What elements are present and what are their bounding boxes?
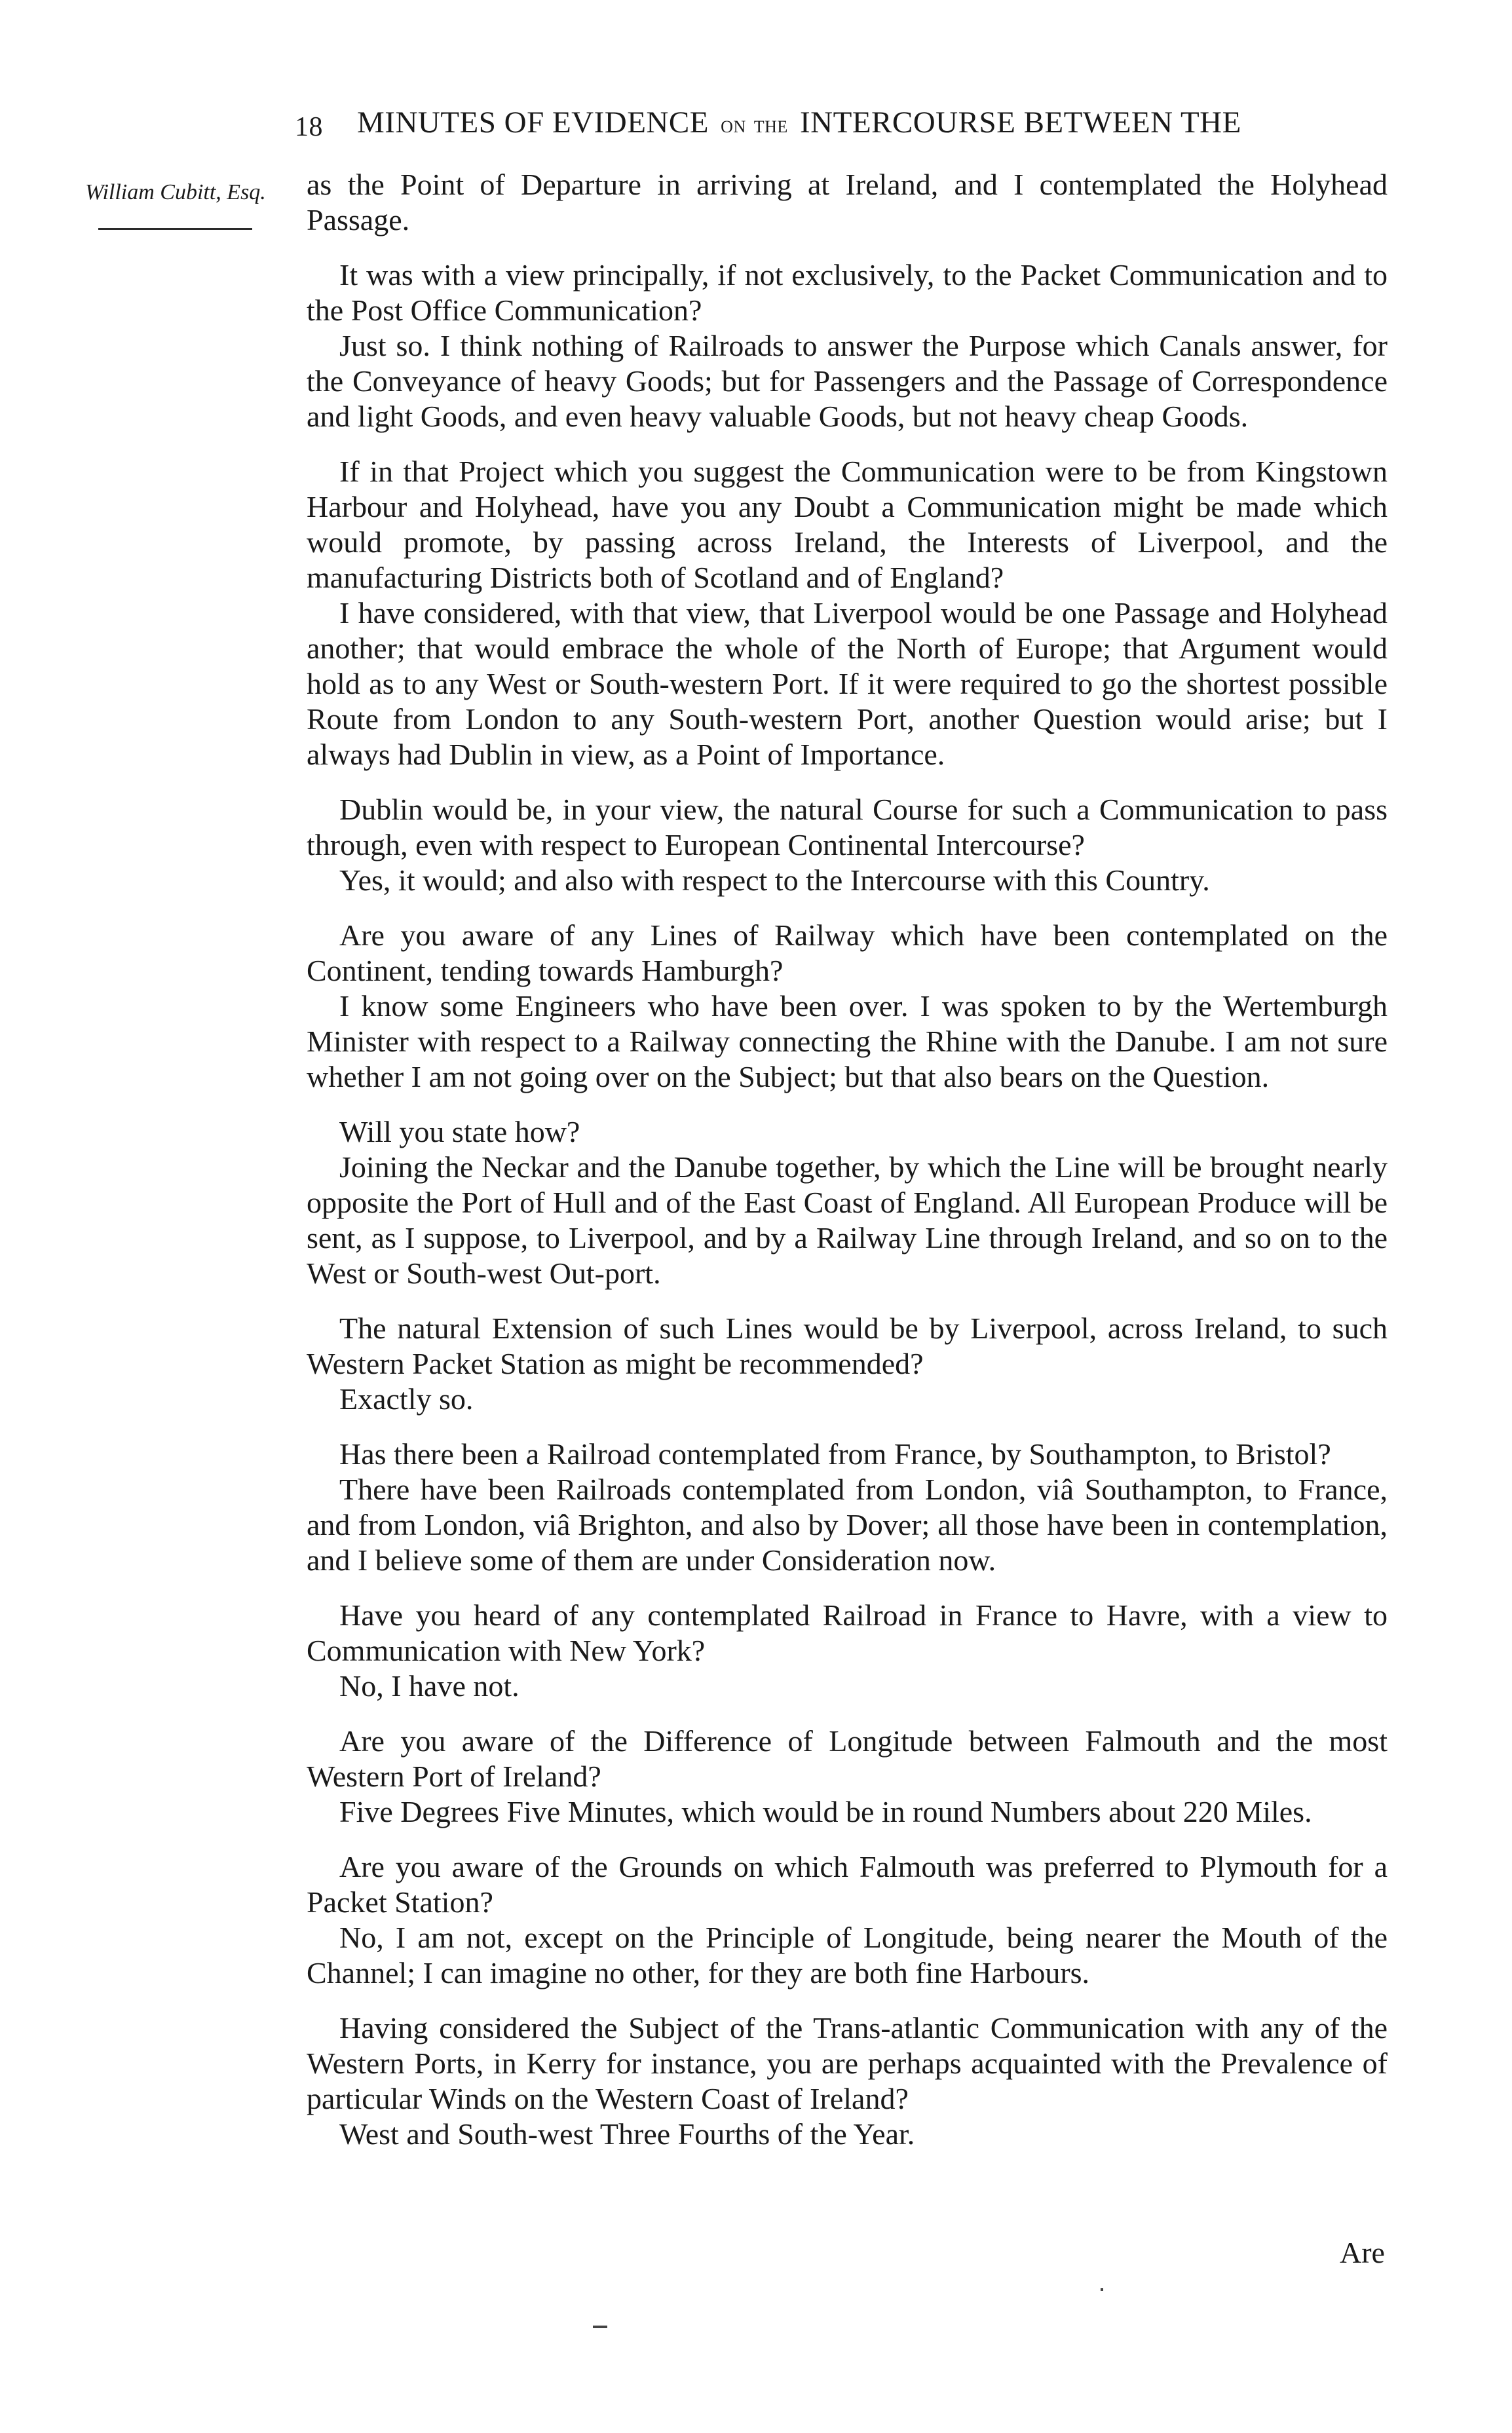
question: Are you aware of any Lines of Railway which have been contemplated on the Continent, tending towards Hamburgh? <box>307 918 1388 987</box>
question: Dublin would be, in your view, the natural Course for such a Communication to pass through, even with respect to European Continental Intercourse? <box>307 793 1388 861</box>
answer: West and South-west Three Fourths of the Year. <box>339 2117 915 2151</box>
question: The natural Extension of such Lines would be by Liverpool, across Ireland, to such Western Packet Station as might be recommended? <box>307 1311 1388 1380</box>
answer: There have been Railroads contemplated from London, viâ Southampton, to France, and from London, viâ Brighton, and also by Dover; all those have been in contemplation, and I believe some of them are under Consideration now. <box>307 1473 1388 1577</box>
question: Have you heard of any contemplated Railroad in France to Havre, with a view to Communication with New York? <box>307 1598 1388 1667</box>
answer: Five Degrees Five Minutes, which would be in round Numbers about 220 Miles. <box>339 1795 1312 1828</box>
title-part2: INTERCOURSE BETWEEN THE <box>800 105 1241 140</box>
running-head-title <box>357 105 1241 140</box>
catchword: Are <box>1340 2236 1385 2269</box>
paragraph-continuation: as the Point of Departure in arriving at Ireland, and I contemplated the Holyhead Passage. <box>307 168 1388 236</box>
question: Are you aware of the Difference of Longitude between Falmouth and the most Western Port of Ireland? <box>307 1724 1388 1793</box>
title-part1: MINUTES OF EVIDENCE <box>357 105 709 140</box>
question: Having considered the Subject of the Trans-atlantic Communication with any of the Western Ports, in Kerry for instance, you are perhaps acquainted with the Prevalence of particular Winds on the Western Coast of Ireland? <box>307 2011 1388 2115</box>
print-speck <box>1101 2288 1103 2291</box>
title-on: ON <box>721 117 746 136</box>
answer: No, I have not. <box>339 1669 520 1703</box>
answer: No, I am not, except on the Principle of Longitude, being nearer the Mouth of the Channel; I can imagine no other, for they are both fine Harbours. <box>307 1921 1388 1990</box>
question: Has there been a Railroad contemplated from France, by Southampton, to Bristol? <box>339 1437 1331 1471</box>
evidence-text <box>307 167 1388 2152</box>
question: If in that Project which you suggest the Communication were to be from Kingstown Harbour and Holyhead, have you any Doubt a Communication might be made which would promote, by passing across Ireland, the Interests of Liverpool, and the manufacturing Districts both of Scotland and of England? <box>307 455 1388 594</box>
question: It was with a view principally, if not exclusively, to the Packet Communication and to the Post Office Communication? <box>307 258 1388 327</box>
question: Are you aware of the Grounds on which Falmouth was preferred to Plymouth for a Packet Station? <box>307 1850 1388 1919</box>
margin-witness-name: William Cubitt, Esq. <box>85 180 266 204</box>
answer: Yes, it would; and also with respect to the Intercourse with this Country. <box>339 863 1210 897</box>
answer: Exactly so. <box>339 1382 474 1416</box>
title-the: THE <box>753 117 788 136</box>
answer: I know some Engineers who have been over. I was spoken to by the Wertemburgh Minister with respect to a Railway connecting the Rhine with the Danube. I am not sure whether I am not going over on the Subject; but that also bears on the Question. <box>307 989 1388 1093</box>
question: Will you state how? <box>339 1115 580 1148</box>
answer: Just so. I think nothing of Railroads to answer the Purpose which Canals answer, for the Conveyance of heavy Goods; but for Passengers and the Passage of Correspondence and light Goods, and even heavy valuable Goods, but not heavy cheap Goods. <box>307 329 1388 433</box>
print-speck <box>593 2326 607 2328</box>
running-header <box>295 105 1408 151</box>
page-number: 18 <box>295 112 323 142</box>
answer: I have considered, with that view, that Liverpool would be one Passage and Holyhead another; that would embrace the whole of the North of Europe; that Argument would hold as to any West or South-western Port. If it were required to go the shortest possible Route from London to any South-western Port, another Question would arise; but I always had Dublin in view, as a Point of Importance. <box>307 596 1388 771</box>
answer: Joining the Neckar and the Danube together, by which the Line will be brought nearly opposite the Port of Hull and of the East Coast of England. All European Produce will be sent, as I suppose, to Liverpool, and by a Railway Line through Ireland, and so on to the West or South-west Out-port. <box>307 1150 1388 1290</box>
margin-rule <box>98 228 252 230</box>
